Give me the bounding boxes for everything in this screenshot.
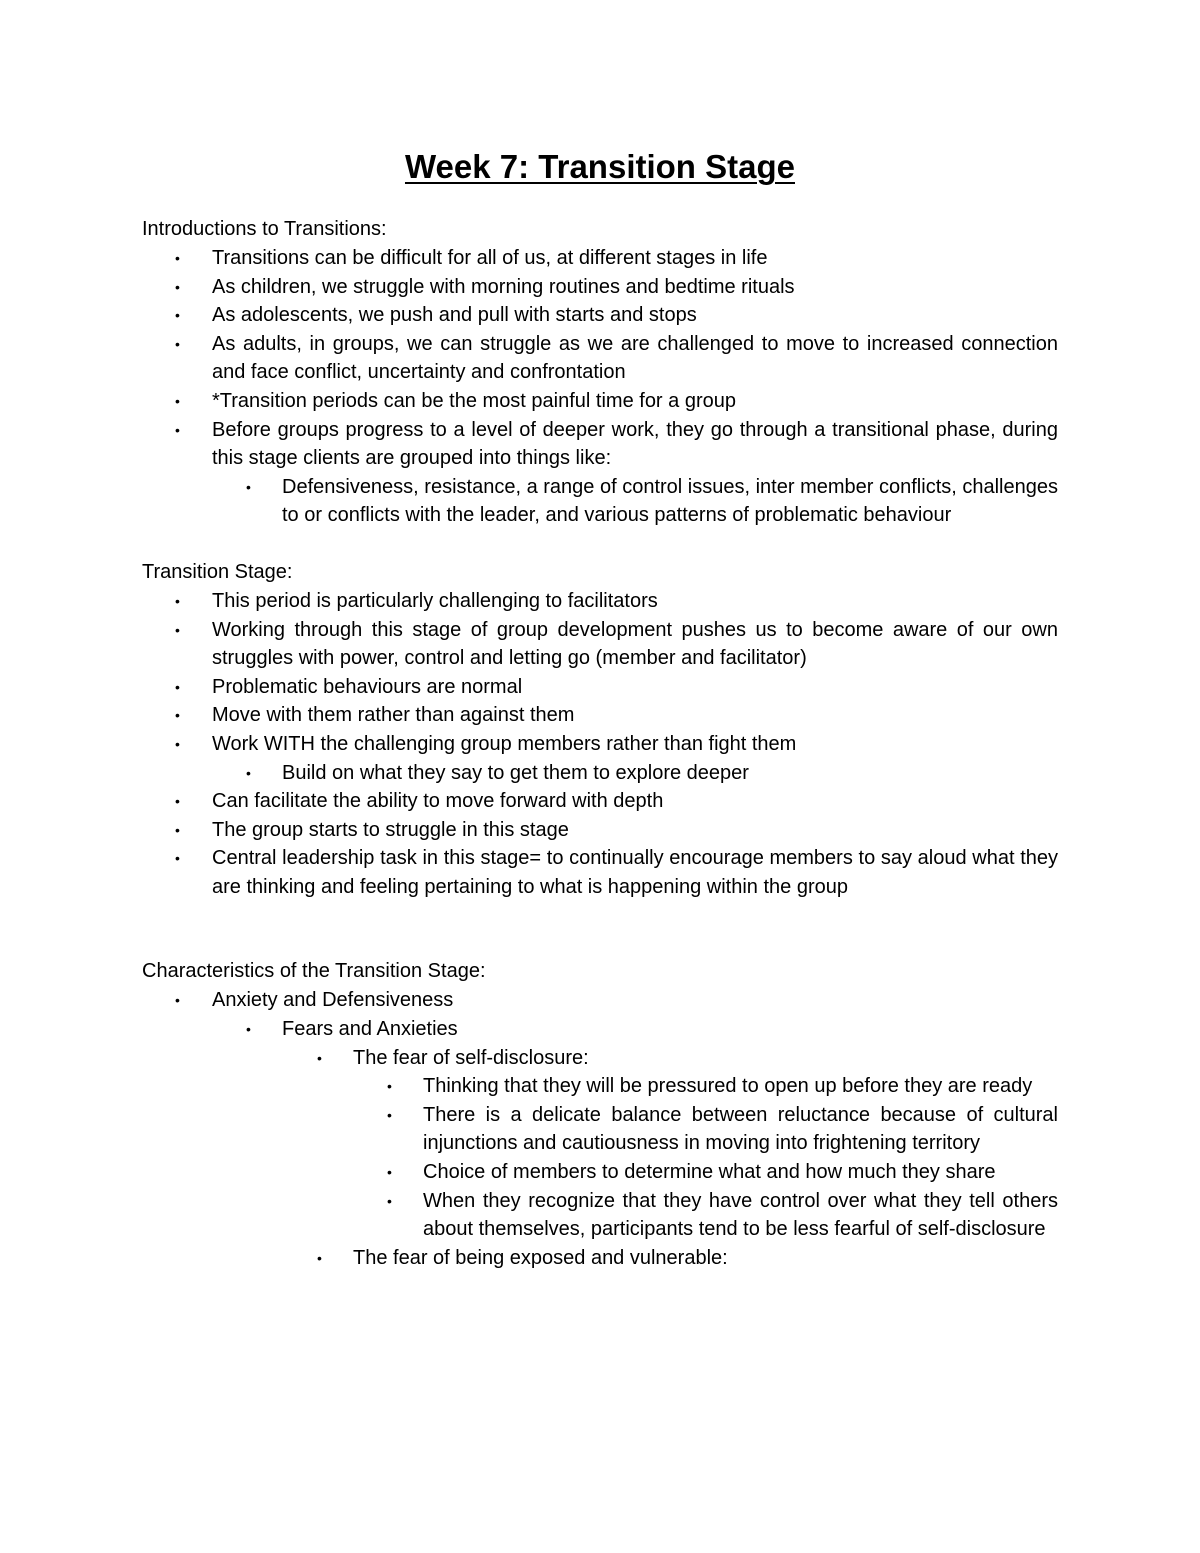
bullet-icon: • — [175, 992, 180, 1009]
list-item — [142, 673, 1058, 702]
bullet-list-level-1 — [142, 816, 1058, 845]
section-heading: Introductions to Transitions: — [142, 218, 387, 240]
bullet-icon: • — [387, 1192, 392, 1209]
section-heading: Characteristics of the Transition Stage: — [142, 960, 486, 983]
bullet-list-level-1 — [142, 273, 1058, 302]
blank-line — [142, 530, 1058, 558]
section-1 — [142, 215, 1058, 530]
list-item — [142, 387, 1058, 416]
list-item — [142, 1101, 1058, 1158]
list-item-text: The group starts to struggle in this stage — [212, 818, 569, 841]
bullet-list-level-4 — [142, 1072, 1058, 1101]
list-item-text: As adolescents, we push and pull with starts and stops — [212, 304, 697, 327]
bullet-list-level-4 — [142, 1158, 1058, 1187]
bullet-list-level-1 — [142, 787, 1058, 816]
bullet-icon: • — [387, 1106, 392, 1123]
list-item-text: The fear of self-disclosure: — [353, 1046, 589, 1069]
list-item-text: Fears and Anxieties — [282, 1018, 458, 1041]
bullet-icon: • — [175, 793, 180, 810]
list-item — [142, 1015, 1058, 1044]
list-item-text: Can facilitate the ability to move forward with depth — [212, 790, 664, 813]
bullet-icon: • — [175, 592, 180, 609]
bullet-list-level-3 — [142, 1244, 1058, 1273]
list-item-text: There is a delicate balance between reluctance because of cultural injunctions and cautiousness in moving into frightening territory — [423, 1103, 1058, 1155]
bullet-list-level-1 — [142, 587, 1058, 616]
list-item-text: *Transition periods can be the most painful time for a group — [212, 389, 736, 412]
document-page — [142, 145, 1058, 1525]
list-item — [142, 587, 1058, 616]
section-2 — [142, 558, 1058, 902]
list-item — [142, 473, 1058, 530]
list-item-text: As children, we struggle with morning routines and bedtime rituals — [212, 275, 795, 298]
bullet-list-level-1 — [142, 330, 1058, 387]
list-item-text: Transitions can be difficult for all of us, at different stages in life — [212, 247, 768, 269]
bullet-icon: • — [246, 764, 251, 781]
list-item — [142, 759, 1058, 788]
bullet-list-level-1 — [142, 387, 1058, 416]
list-item-text: Working through this stage of group development pushes us to become aware of our own struggles with power, control and letting go (member and facilitator) — [212, 618, 1058, 670]
document-body — [142, 215, 1058, 1272]
list-item-text: Thinking that they will be pressured to open up before they are ready — [423, 1075, 1033, 1098]
bullet-icon: • — [175, 735, 180, 752]
bullet-icon: • — [387, 1078, 392, 1095]
list-item — [142, 416, 1058, 473]
list-item-text: Build on what they say to get them to explore deeper — [282, 761, 749, 784]
bullet-list-level-1 — [142, 730, 1058, 759]
page-title: Week 7: Transition Stage — [404, 148, 795, 185]
bullet-list-level-1 — [142, 986, 1058, 1015]
bullet-list-level-1 — [142, 416, 1058, 473]
list-item — [142, 730, 1058, 759]
bullet-icon: • — [175, 821, 180, 838]
bullet-list-level-1 — [142, 301, 1058, 330]
bullet-list-level-1 — [142, 701, 1058, 730]
bullet-icon: • — [175, 621, 180, 638]
bullet-icon: • — [175, 678, 180, 695]
list-item — [142, 816, 1058, 845]
bullet-icon: • — [175, 421, 180, 438]
bullet-list-level-3 — [142, 1044, 1058, 1073]
list-item — [142, 330, 1058, 387]
bullet-list-level-1 — [142, 844, 1058, 901]
list-item — [142, 986, 1058, 1015]
list-item-text: Work WITH the challenging group members rather than fight them — [212, 732, 797, 755]
list-item — [142, 1044, 1058, 1073]
list-item — [142, 1072, 1058, 1101]
list-item — [142, 301, 1058, 330]
bullet-list-level-4 — [142, 1101, 1058, 1158]
bullet-icon: • — [246, 478, 251, 495]
bullet-icon: • — [175, 850, 180, 867]
list-item — [142, 616, 1058, 673]
list-item — [142, 787, 1058, 816]
list-item — [142, 244, 1058, 273]
list-item-text: Before groups progress to a level of deeper work, they go through a transitional phase, during this stage clients are grouped into things like: — [212, 418, 1058, 470]
bullet-list-level-2 — [142, 473, 1058, 530]
bullet-list-level-1 — [142, 244, 1058, 273]
bullet-icon: • — [317, 1249, 322, 1266]
list-item-text: Choice of members to determine what and how much they share — [423, 1161, 996, 1184]
list-item-text: Problematic behaviours are normal — [212, 675, 523, 698]
list-item-text: This period is particularly challenging to facilitators — [212, 589, 658, 612]
blank-line — [142, 901, 1058, 957]
list-item — [142, 844, 1058, 901]
bullet-list-level-1 — [142, 673, 1058, 702]
list-item-text: Defensiveness, resistance, a range of control issues, inter member conflicts, challenges to or conflicts with the leader, and various patterns of problematic behaviour — [282, 475, 1058, 527]
bullet-icon: • — [175, 392, 180, 409]
list-item — [142, 1244, 1058, 1273]
bullet-icon: • — [175, 335, 180, 352]
bullet-icon: • — [317, 1049, 322, 1066]
list-item-text: As adults, in groups, we can struggle as we are challenged to move to increased connection and face conflict, uncertainty and confrontation — [212, 332, 1058, 384]
list-item-text: The fear of being exposed and vulnerable: — [353, 1246, 728, 1269]
bullet-list-level-2 — [142, 759, 1058, 788]
bullet-icon: • — [175, 278, 180, 295]
bullet-icon: • — [387, 1164, 392, 1181]
list-item-text: Central leadership task in this stage= to continually encourage members to say aloud what they are thinking and feeling pertaining to what is happening within the group — [212, 847, 1058, 898]
bullet-list-level-4 — [142, 1187, 1058, 1244]
bullet-list-level-1 — [142, 616, 1058, 673]
bullet-icon: • — [175, 707, 180, 724]
bullet-icon: • — [246, 1021, 251, 1038]
list-item — [142, 273, 1058, 302]
bullet-list-level-2 — [142, 1015, 1058, 1044]
list-item — [142, 1187, 1058, 1244]
bullet-icon: • — [175, 307, 180, 324]
list-item-text: Anxiety and Defensiveness — [212, 989, 454, 1012]
section-heading: Transition Stage: — [142, 560, 293, 583]
section-3 — [142, 957, 1058, 1272]
list-item — [142, 701, 1058, 730]
bullet-icon: • — [175, 250, 180, 266]
list-item-text: When they recognize that they have control over what they tell others about themselves, participants tend to be less fearful of self-disclosure — [423, 1189, 1058, 1241]
list-item-text: Move with them rather than against them — [212, 704, 575, 727]
list-item — [142, 1158, 1058, 1187]
